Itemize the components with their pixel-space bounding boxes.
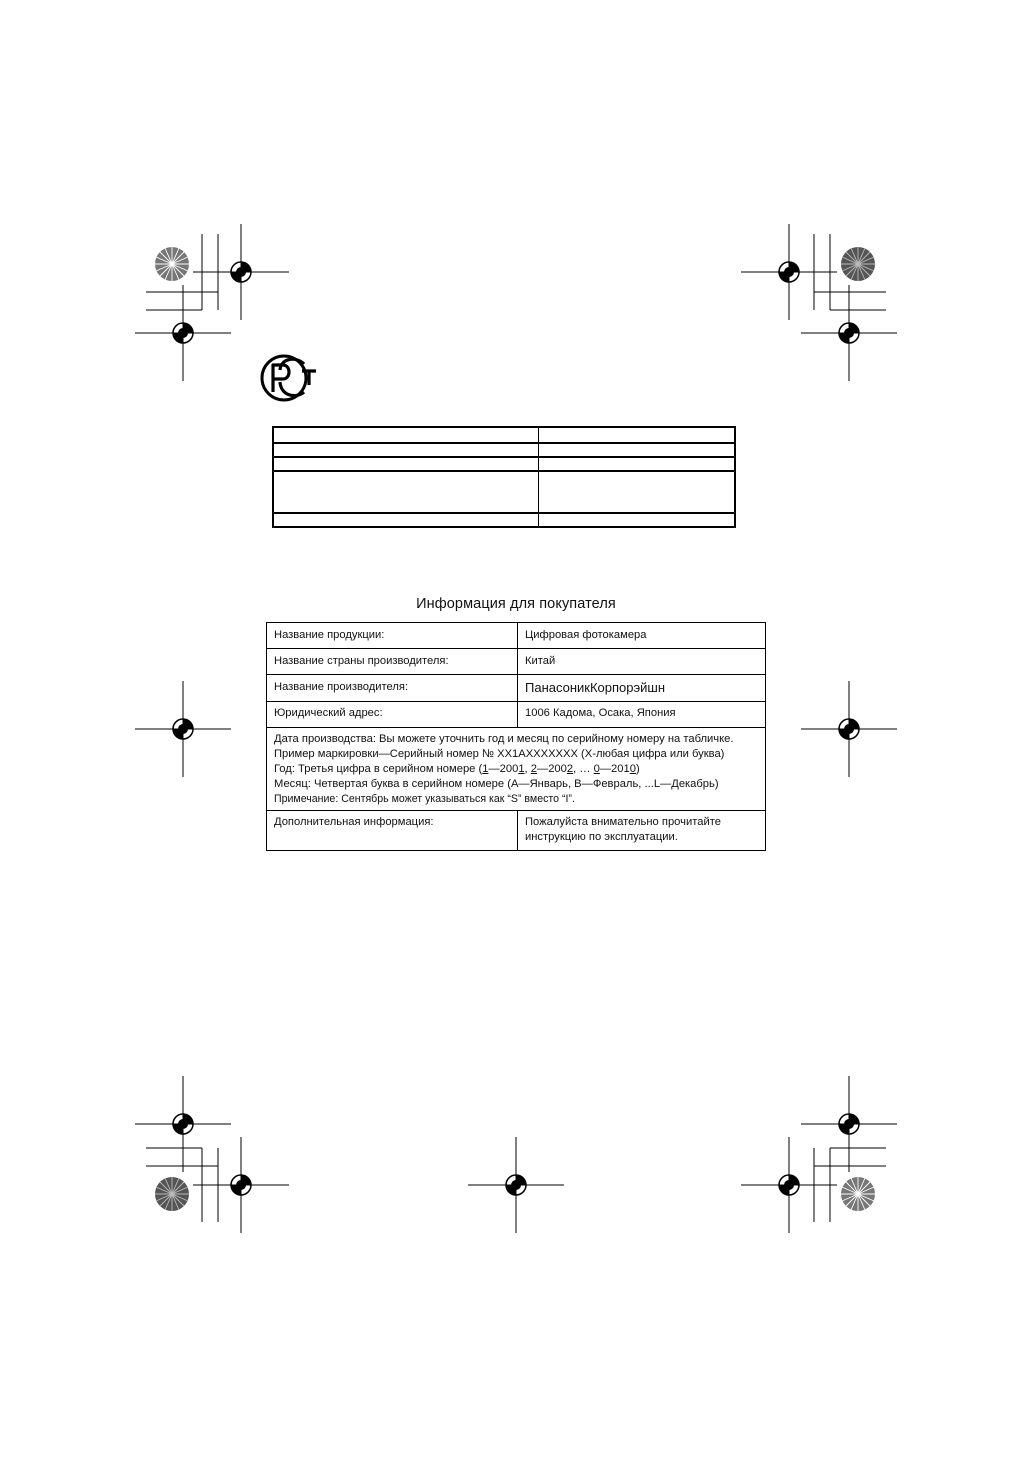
purchaser-info-table bbox=[266, 622, 766, 851]
registration-mark-icon bbox=[135, 285, 231, 381]
star-target-icon bbox=[155, 247, 189, 281]
product-name-label: Название продукции: bbox=[267, 623, 518, 649]
column-divider bbox=[538, 428, 539, 526]
table-row bbox=[267, 701, 766, 727]
table-row bbox=[274, 442, 734, 444]
registration-mark-icon bbox=[801, 285, 897, 381]
section-title: Информация для покупателя bbox=[416, 596, 616, 612]
table-row bbox=[274, 456, 734, 458]
country-value: Китай bbox=[518, 649, 766, 675]
registration-mark-icon bbox=[193, 224, 289, 320]
registration-mark-icon bbox=[193, 1137, 289, 1233]
table-row bbox=[267, 727, 766, 811]
registration-mark-icon bbox=[468, 1137, 564, 1233]
registration-mark-icon bbox=[801, 681, 897, 777]
extra-info-value: Пожалуйста внимательно прочитайте инструкцию по эксплуатации. bbox=[518, 811, 766, 850]
marking-example-line: Пример маркировки—Серийный номер № XX1AXXXXXXX (X-любая цифра или буква) bbox=[274, 747, 725, 760]
table-row bbox=[267, 675, 766, 702]
table-row bbox=[274, 470, 734, 472]
registration-mark-icon bbox=[801, 1076, 897, 1172]
table-row bbox=[267, 623, 766, 649]
star-target-icon bbox=[155, 1177, 189, 1211]
empty-certification-table bbox=[272, 426, 736, 528]
production-date-info bbox=[267, 727, 766, 811]
star-target-icon bbox=[841, 247, 875, 281]
star-target-icon bbox=[841, 1177, 875, 1211]
extra-info-label: Дополнительная информация: bbox=[267, 811, 518, 850]
table-row bbox=[267, 811, 766, 850]
product-name-value: Цифровая фотокамера bbox=[518, 623, 766, 649]
registration-mark-icon bbox=[741, 224, 837, 320]
gost-r-certification-logo bbox=[258, 352, 324, 404]
manufacturer-value: ПанасоникКорпорэйшн bbox=[518, 675, 766, 702]
table-row bbox=[267, 649, 766, 675]
registration-mark-icon bbox=[135, 1076, 231, 1172]
country-label: Название страны производителя: bbox=[267, 649, 518, 675]
month-rule-line: Месяц: Четвертая буква в серийном номере (A—Январь, B—Февраль, ...L—Декабрь) bbox=[274, 777, 719, 790]
legal-address-value: 1006 Кадома, Осака, Япония bbox=[518, 701, 766, 727]
production-date-line: Дата производства: Вы можете уточнить год и месяц по серийному номеру на табличке. bbox=[274, 732, 734, 745]
year-rule-line: Год: Третья цифра в серийном номере (1—2001, 2—2002, … 0—2010) bbox=[274, 762, 640, 775]
table-row bbox=[274, 512, 734, 514]
registration-mark-icon bbox=[135, 681, 231, 777]
registration-mark-icon bbox=[741, 1137, 837, 1233]
legal-address-label: Юридический адрес: bbox=[267, 701, 518, 727]
manufacturer-label: Название производителя: bbox=[267, 675, 518, 702]
september-note-line: Примечание: Сентябрь может указываться как “S” вместо “I”. bbox=[274, 792, 575, 805]
